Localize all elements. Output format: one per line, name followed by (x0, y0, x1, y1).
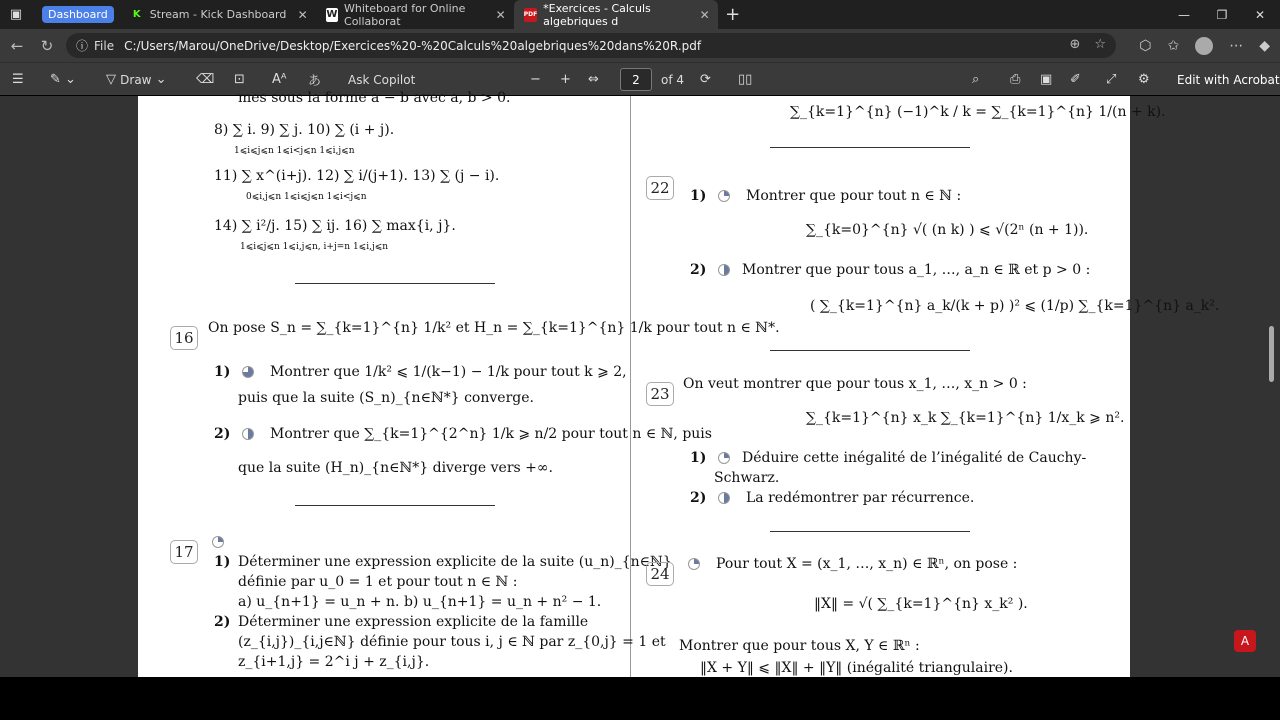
exercise-23-q1a: Déduire cette inégalité de l’inégalité de Cauchy- (742, 450, 1087, 466)
section-rule (295, 505, 495, 506)
section-rule (770, 531, 970, 532)
exercise-23-q2: La redémontrer par récurrence. (746, 490, 975, 506)
contents-icon[interactable]: ☰ (12, 72, 24, 87)
section-rule (770, 350, 970, 351)
difficulty-icon (718, 264, 730, 276)
text-line: mes sous la forme a − b avec a, b > 0. (238, 90, 511, 106)
question-number: 1) (690, 188, 707, 204)
exercise-17-q2c: z_{i+1,j} = 2^i j + z_{i,j}. (238, 654, 430, 670)
exercise-22-q2: Montrer que pour tous a_1, …, a_n ∈ ℝ et p > 0 : (742, 262, 1091, 278)
exercise-22-q2-equation: ( ∑_{k=1}^{n} a_k/(k + p) )² ⩽ (1/p) ∑_{k=1}^{n} a_k². (810, 298, 1220, 314)
favorite-star-icon[interactable]: ☆ (1094, 37, 1106, 52)
column-separator (630, 96, 631, 677)
exercise-23-equation: ∑_{k=1}^{n} x_k ∑_{k=1}^{n} 1/x_k ⩾ n². (806, 410, 1125, 426)
question-number: 1) (690, 450, 707, 466)
more-menu-icon[interactable]: ⋯ (1229, 37, 1244, 54)
exercise-23-q1b: Schwarz. (714, 470, 780, 486)
draw-button[interactable]: ▽ Draw ⌄ (106, 72, 167, 87)
eraser-icon[interactable]: ⌫ (196, 72, 215, 87)
url-text[interactable]: C:/Users/Marou/OneDrive/Desktop/Exercices%20-%20Calculs%20algebriques%20dans%20R.pdf (124, 38, 702, 53)
exercise-24-equation-2: ‖X + Y‖ ⩽ ‖X‖ + ‖Y‖ (inégalité triangulaire). (700, 660, 1013, 676)
draw-label: Draw (120, 72, 152, 87)
scroll-thumb[interactable] (1269, 326, 1274, 382)
exercise-17-q2b: (z_{i,j})_{i,j∈ℕ} définie pour tous i, j ∈ ℕ par z_{0,j} = 1 et (238, 634, 666, 650)
reload-icon[interactable]: ↻ (40, 36, 54, 55)
question-number: 1) (214, 554, 231, 570)
sum-row-11: 11) ∑ x^(i+j). 12) ∑ i/(j+1). 13) ∑ (j − i). (214, 168, 500, 184)
fullscreen-icon[interactable]: ⤢ (1106, 72, 1117, 87)
exercise-16-intro: On pose S_n = ∑_{k=1}^{n} 1/k² et H_n = ∑_{k=1}^{n} 1/k pour tout n ∈ ℕ*. (208, 320, 780, 336)
question-number: 2) (214, 426, 231, 442)
question-number: 2) (690, 490, 707, 506)
exercise-16-q1b: puis que la suite (S_n)_{n∈ℕ*} converge. (238, 390, 534, 406)
fit-page-icon[interactable]: ⇔ (588, 72, 599, 87)
edit-with-acrobat-button[interactable]: Edit with Acrobat (1177, 72, 1280, 87)
exercise-23-intro: On veut montrer que pour tous x_1, …, x_n > 0 : (683, 376, 1027, 392)
new-tab-icon[interactable]: + (725, 4, 741, 25)
maximize-icon[interactable]: ❐ (1216, 7, 1228, 22)
text-box-icon[interactable]: ⊡ (234, 72, 245, 87)
page-count: of 4 (661, 72, 685, 87)
settings-gear-icon[interactable]: ⚙ (1138, 72, 1150, 87)
address-bar[interactable] (66, 33, 1116, 58)
extensions-icon[interactable]: ⬡ (1139, 37, 1152, 54)
window-close-icon[interactable]: ✕ (1254, 7, 1266, 22)
difficulty-icon (212, 536, 224, 548)
zoom-in-icon[interactable]: + (560, 72, 571, 87)
back-icon[interactable]: ← (10, 36, 24, 55)
top-right-equation: ∑_{k=1}^{n} (−1)^k / k = ∑_{k=1}^{n} 1/(n + k). (790, 104, 1166, 120)
copilot-icon[interactable]: ◆ (1259, 37, 1270, 54)
ask-copilot-button[interactable]: Ask Copilot (348, 72, 416, 87)
pdf-toolbar (0, 62, 1280, 95)
difficulty-icon (718, 190, 730, 202)
taskbar-strip (0, 677, 1280, 720)
print-icon[interactable]: ⎙ (1010, 72, 1021, 87)
scrollbar[interactable] (1268, 96, 1276, 677)
difficulty-icon (242, 366, 254, 378)
exercise-24-question: Montrer que pour tous X, Y ∈ ℝⁿ : (679, 638, 920, 654)
sum-row-11-indices: 0⩽i,j⩽n 1⩽i⩽j⩽n 1⩽i<j⩽n (246, 192, 367, 202)
exercise-24-intro: Pour tout X = (x_1, …, x_n) ∈ ℝⁿ, on pose : (716, 556, 1018, 572)
tab-title: *Exercices - Calculs algebriques d (543, 1, 651, 28)
exercise-22-q1: Montrer que pour tout n ∈ ℕ : (746, 188, 962, 204)
difficulty-icon (242, 428, 254, 440)
exercise-17-q2a: Déterminer une expression explicite de la famille (238, 614, 589, 630)
difficulty-icon (718, 452, 730, 464)
rotate-icon[interactable]: ⟳ (700, 72, 711, 87)
address-row (0, 29, 1280, 62)
exercise-17-q1c: a) u_{n+1} = u_n + n. b) u_{n+1} = u_n + n² − 1. (238, 594, 602, 610)
tab-actions-icon[interactable]: ▣ (9, 7, 23, 22)
exercise-number: 24 (646, 562, 674, 586)
exercise-number: 22 (646, 176, 674, 200)
draw-icon: ▽ (106, 72, 116, 87)
close-icon[interactable]: ✕ (495, 7, 506, 22)
tab-strip (0, 0, 1280, 29)
save-as-icon[interactable]: ✐ (1070, 72, 1081, 87)
sum-row-14: 14) ∑ i²/j. 15) ∑ ij. 16) ∑ max{i, j}. (214, 218, 456, 234)
scheme-label: File (94, 38, 115, 53)
difficulty-icon (718, 492, 730, 504)
pdf-page (138, 90, 1220, 677)
close-icon[interactable]: ✕ (699, 7, 710, 22)
question-number: 2) (690, 262, 707, 278)
tab-title: Stream - Kick Dashboard (149, 8, 287, 21)
favorites-icon[interactable]: ✩ (1167, 37, 1180, 54)
page-number-input[interactable]: 2 (620, 68, 652, 91)
exercise-number: 17 (170, 540, 198, 564)
zoom-icon[interactable]: ⊕ (1069, 37, 1081, 52)
exercise-number: 23 (646, 382, 674, 406)
zoom-out-icon[interactable]: − (530, 72, 541, 87)
section-rule (770, 147, 970, 148)
read-aloud-icon[interactable]: Aᴬ (272, 72, 287, 87)
pdf-icon: PDF (524, 8, 537, 22)
tab-pdf[interactable] (514, 0, 718, 29)
minimize-icon[interactable]: — (1178, 7, 1190, 22)
kick-icon: K (130, 8, 144, 22)
tab-title: Whiteboard for Online Collaborat (344, 1, 466, 28)
exercise-16-q2a: Montrer que ∑_{k=1}^{2^n} 1/k ⩾ n/2 pour tout n ∈ ℕ, puis (270, 426, 712, 442)
exercise-number: 16 (170, 326, 198, 350)
exercise-16-q2b: que la suite (H_n)_{n∈ℕ*} diverge vers +∞. (238, 460, 554, 476)
question-number: 2) (214, 614, 231, 630)
exercise-22-q1-equation: ∑_{k=0}^{n} √( (n k) ) ⩽ √(2ⁿ (n + 1)). (806, 222, 1089, 238)
tab-kick[interactable] (120, 0, 316, 29)
info-icon[interactable]: ⓘ (76, 39, 89, 53)
highlight-icon[interactable]: ✎ ⌄ (50, 72, 76, 87)
difficulty-icon (688, 558, 700, 570)
exercise-17-q1b: définie par u_0 = 1 et pour tout n ∈ ℕ : (238, 574, 518, 590)
save-icon[interactable]: ▣ (1040, 72, 1053, 87)
close-icon[interactable]: ✕ (297, 7, 308, 22)
sum-row-14-indices: 1⩽i⩽j⩽n 1⩽i,j⩽n, i+j=n 1⩽i,j⩽n (240, 242, 389, 252)
tab-group-chip[interactable]: Dashboard (42, 6, 114, 23)
page-view-icon[interactable]: ▯▯ (738, 72, 753, 87)
whiteboard-icon: W (326, 9, 338, 20)
search-icon[interactable]: ⌕ (972, 72, 980, 87)
exercise-24-equation: ‖X‖ = √( ∑_{k=1}^{n} x_k² ). (814, 596, 1028, 612)
exercise-17-q1a: Déterminer une expression explicite de la suite (u_n)_{n∈ℕ} (238, 554, 672, 570)
pdf-viewport[interactable] (0, 90, 1280, 677)
section-rule (295, 283, 495, 284)
question-number: 1) (214, 364, 231, 380)
exercise-16-q1a: Montrer que 1/k² ⩽ 1/(k−1) − 1/k pour tout k ⩾ 2, (270, 364, 627, 380)
avatar[interactable] (1195, 37, 1213, 55)
sum-row-8: 8) ∑ i. 9) ∑ j. 10) ∑ (i + j). (214, 122, 395, 138)
tab-whiteboard[interactable] (316, 0, 514, 29)
translate-icon[interactable]: あ (308, 74, 322, 89)
sum-row-8-indices: 1⩽i⩽j⩽n 1⩽i<j⩽n 1⩽i,j⩽n (234, 146, 355, 156)
acrobat-icon[interactable]: A (1234, 630, 1256, 652)
